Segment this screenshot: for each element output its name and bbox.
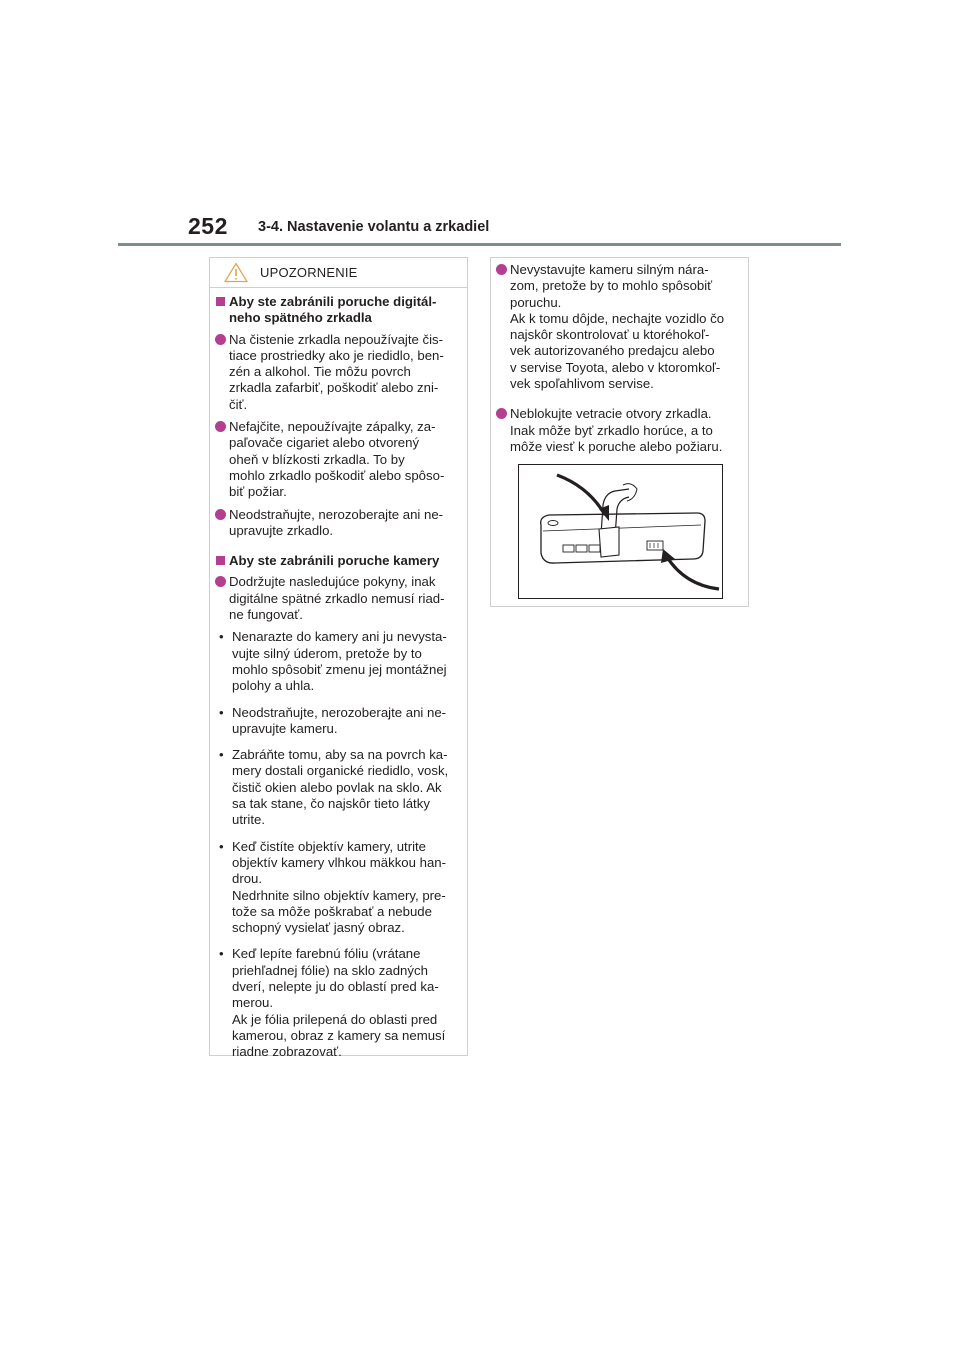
sub-no-solvents: • Zabráňte tomu, aby sa na povrch ka- mery dostali organické riedidlo, vosk, čistič okien alebo povlak na sklo. Ak sa tak stane, čo najskôr tieto látky utrite. — [215, 747, 463, 828]
warning-content-right — [496, 262, 744, 461]
sub-no-impact: • Nenarazte do kamery ani ju nevysta- vujte silný úderom, pretože by to mohlo spôsobiť zmenu jej montážnej polohy a uhla. — [215, 629, 463, 694]
bullet-strong-impact: Nevystavujte kameru silným nára- zom, pretože by to mohlo spôsobiť poruchu. Ak k tomu dôjde, nechajte vozidlo čo najskôr skontrolovať u ktoréhokoľ- vek autorizovaného predajcu alebo v servise Toyota, alebo v ktoromkoľ- vek spoľahlivom servise. — [496, 262, 744, 392]
section-title: 3-4. Nastavenie volantu a zrkadiel — [258, 219, 490, 235]
bullet-no-disassemble-mirror: Neodstraňujte, nerozoberajte ani ne- upravujte zrkadlo. — [215, 507, 463, 540]
sub-clean-lens: • Keď čistíte objektív kamery, utrite objektív kamery vlhkou mäkkou han- drou. Nedrhnite silno objektív kamery, pre- tože sa môže poškrabať a nebude schopný vysielať jasný obraz. — [215, 839, 463, 937]
heading-mirror-malfunction: Aby ste zabránili poruche digitál- neho spätného zrkadla — [215, 294, 463, 327]
bullet-no-smoking: Nefajčite, nepoužívajte zápalky, za- paľovače cigariet alebo otvorený oheň v blízkosti zrkadla. To by mohlo zrkadlo poškodiť alebo spôso- biť požiar. — [215, 419, 463, 500]
header-rule — [118, 243, 841, 246]
warning-content-left — [215, 294, 463, 1070]
sub-tint-film: • Keď lepíte farebnú fóliu (vrátane priehľadnej fólie) na sklo zadných dverí, nelepte ju do oblastí pred ka- merou. Ak je fólia prilepená do oblasti pred kamerou, obraz z kamery sa nemusí riadne zobrazovať. — [215, 946, 463, 1060]
warning-label: UPOZORNENIE — [260, 265, 358, 280]
bullet-cleaning-agents: Na čistenie zrkadla nepoužívajte čis- tiace prostriedky ako je riedidlo, ben- zén a alkohol. Tie môžu povrch zrkadla zafarbiť, poškodiť alebo zni- čiť. — [215, 332, 463, 413]
mirror-illustration — [518, 464, 723, 599]
sub-no-disassemble-camera: • Neodstraňujte, nerozoberajte ani ne- upravujte kameru. — [215, 705, 463, 738]
bullet-follow-instructions: Dodržujte nasledujúce pokyny, inak digitálne spätné zrkadlo nemusí riad- ne fungovať. — [215, 574, 463, 623]
mirror-vents-drawing — [519, 465, 722, 598]
bullet-vents: Neblokujte vetracie otvory zrkadla. Inak môže byť zrkadlo horúce, a to môže viesť k poruche alebo požiaru. — [496, 406, 744, 455]
warning-triangle-icon — [224, 262, 248, 283]
warning-box-right — [490, 257, 749, 607]
page-number: 252 — [188, 213, 228, 239]
warning-box-left — [209, 257, 468, 1060]
warning-header — [210, 258, 467, 288]
heading-camera-malfunction: Aby ste zabránili poruche kamery — [215, 553, 463, 569]
